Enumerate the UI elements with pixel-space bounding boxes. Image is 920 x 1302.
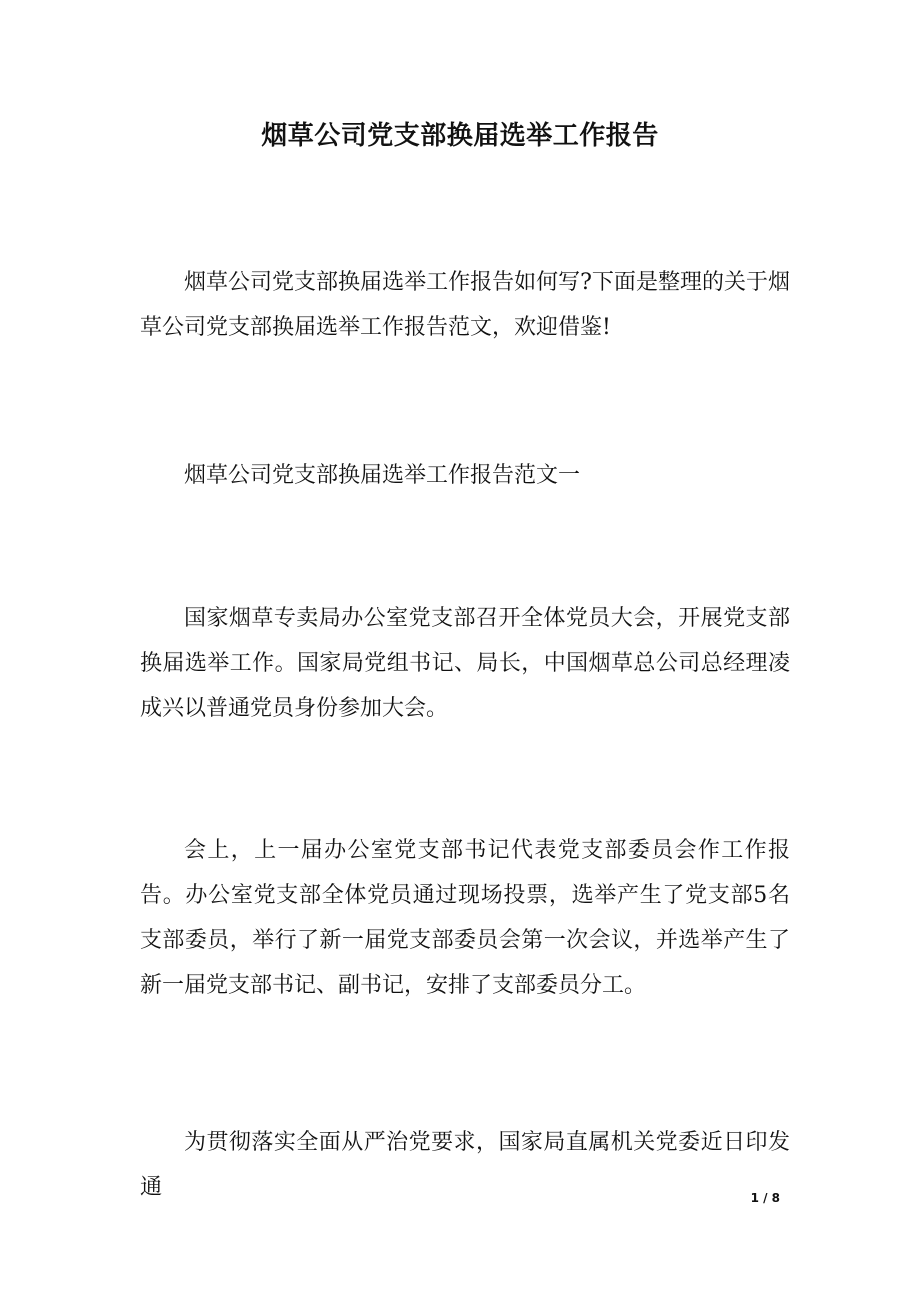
- document-title: 烟草公司党支部换届选举工作报告: [261, 121, 659, 151]
- body-paragraph: 国家烟草专卖局办公室党支部召开全体党员大会，开展党支部换届选举工作。国家局党组书记、局长，中国烟草总公司总经理凌成兴以普通党员身份参加大会。: [140, 606, 790, 721]
- page-number: 1 / 8: [750, 1191, 780, 1205]
- section-heading: 烟草公司党支部换届选举工作报告范文一: [184, 463, 581, 488]
- intro-paragraph: 烟草公司党支部换届选举工作报告如何写?下面是整理的关于烟草公司党支部换届选举工作报告范文，欢迎借鉴!: [140, 270, 790, 340]
- body-paragraph-truncated: 为贯彻落实全面从严治党要求，国家局直属机关党委近日印发通: [140, 1130, 790, 1200]
- body-paragraph: 会上，上一届办公室党支部书记代表党支部委员会作工作报告。办公室党支部全体党员通过现场投票，选举产生了党支部5名支部委员，举行了新一届党支部委员会第一次会议，并选举产生了新一届党支部书记、副书记，安排了支部委员分工。: [140, 838, 790, 998]
